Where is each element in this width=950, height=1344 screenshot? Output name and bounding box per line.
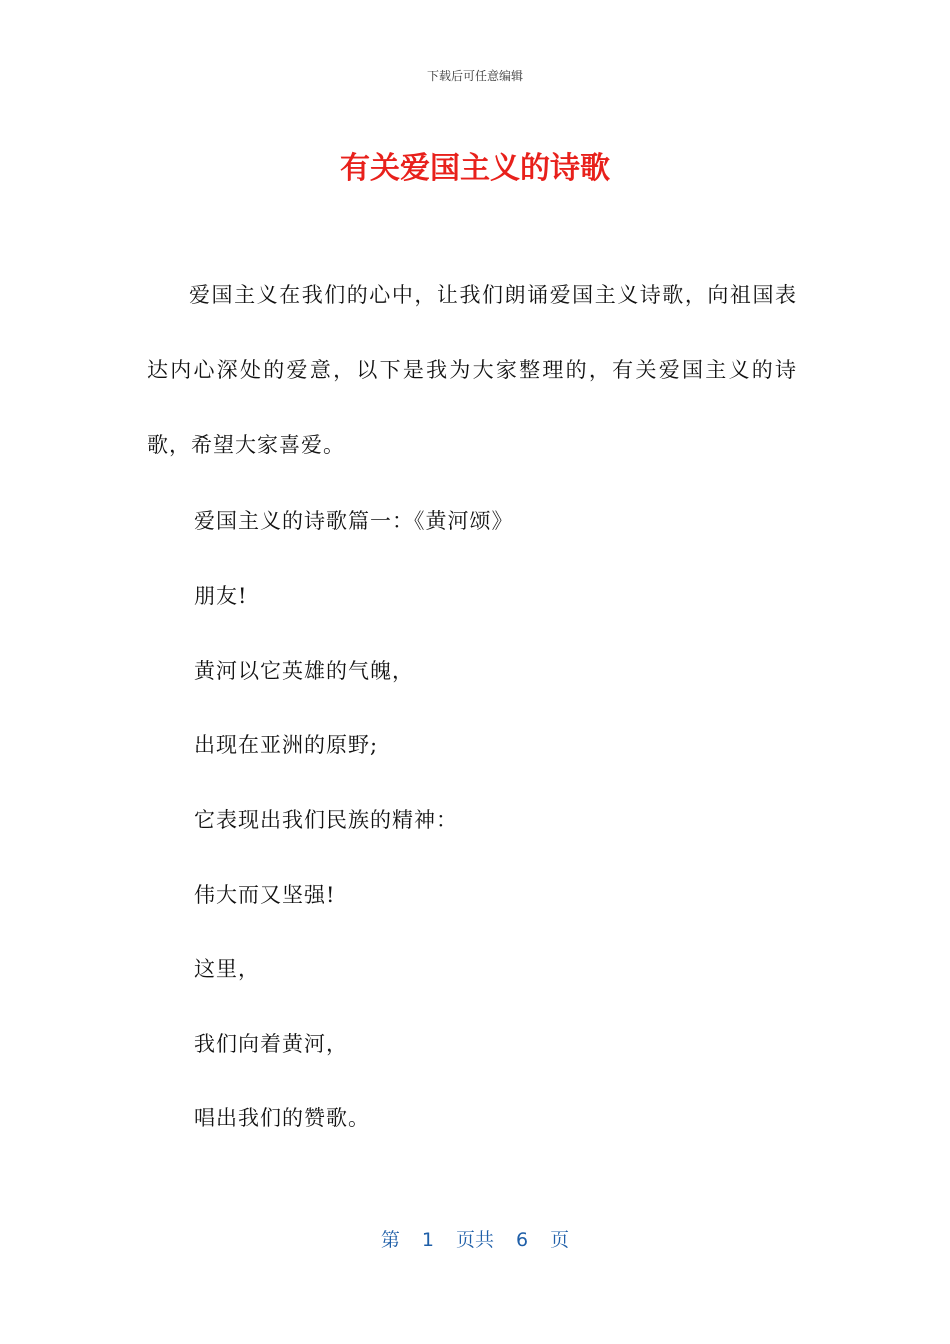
- poem-heading: 爱国主义的诗歌篇一：《黄河颂》: [194, 509, 514, 533]
- poem-line: 朋友!: [194, 584, 248, 608]
- current-page-number: 1: [421, 1229, 434, 1251]
- footer-suffix: 页: [550, 1229, 570, 1251]
- header-note: 下载后可任意编辑: [426, 69, 523, 83]
- poem-line: 我们向着黄河，: [194, 1032, 348, 1056]
- intro-paragraph: 爱国主义在我们的心中，让我们朗诵爱国主义诗歌，向祖国表达内心深处的爱意，以下是我为大家整理的，有关爱国主义的诗歌，希望大家喜爱。: [147, 283, 797, 457]
- poem-line: 黄河以它英雄的气魄，: [194, 659, 414, 683]
- poem-line: 出现在亚洲的原野;: [194, 733, 379, 757]
- poem-line: 它表现出我们民族的精神：: [194, 808, 458, 832]
- footer-prefix: 第: [380, 1229, 400, 1251]
- page-footer: [0, 1225, 950, 1252]
- document-title: 有关爱国主义的诗歌: [340, 151, 610, 186]
- poem-line: 唱出我们的赞歌。: [194, 1106, 370, 1130]
- poem-line: 这里，: [194, 957, 260, 981]
- poem-line: 伟大而又坚强!: [194, 883, 336, 907]
- footer-middle: 页共: [455, 1229, 494, 1251]
- total-pages-number: 6: [516, 1229, 529, 1251]
